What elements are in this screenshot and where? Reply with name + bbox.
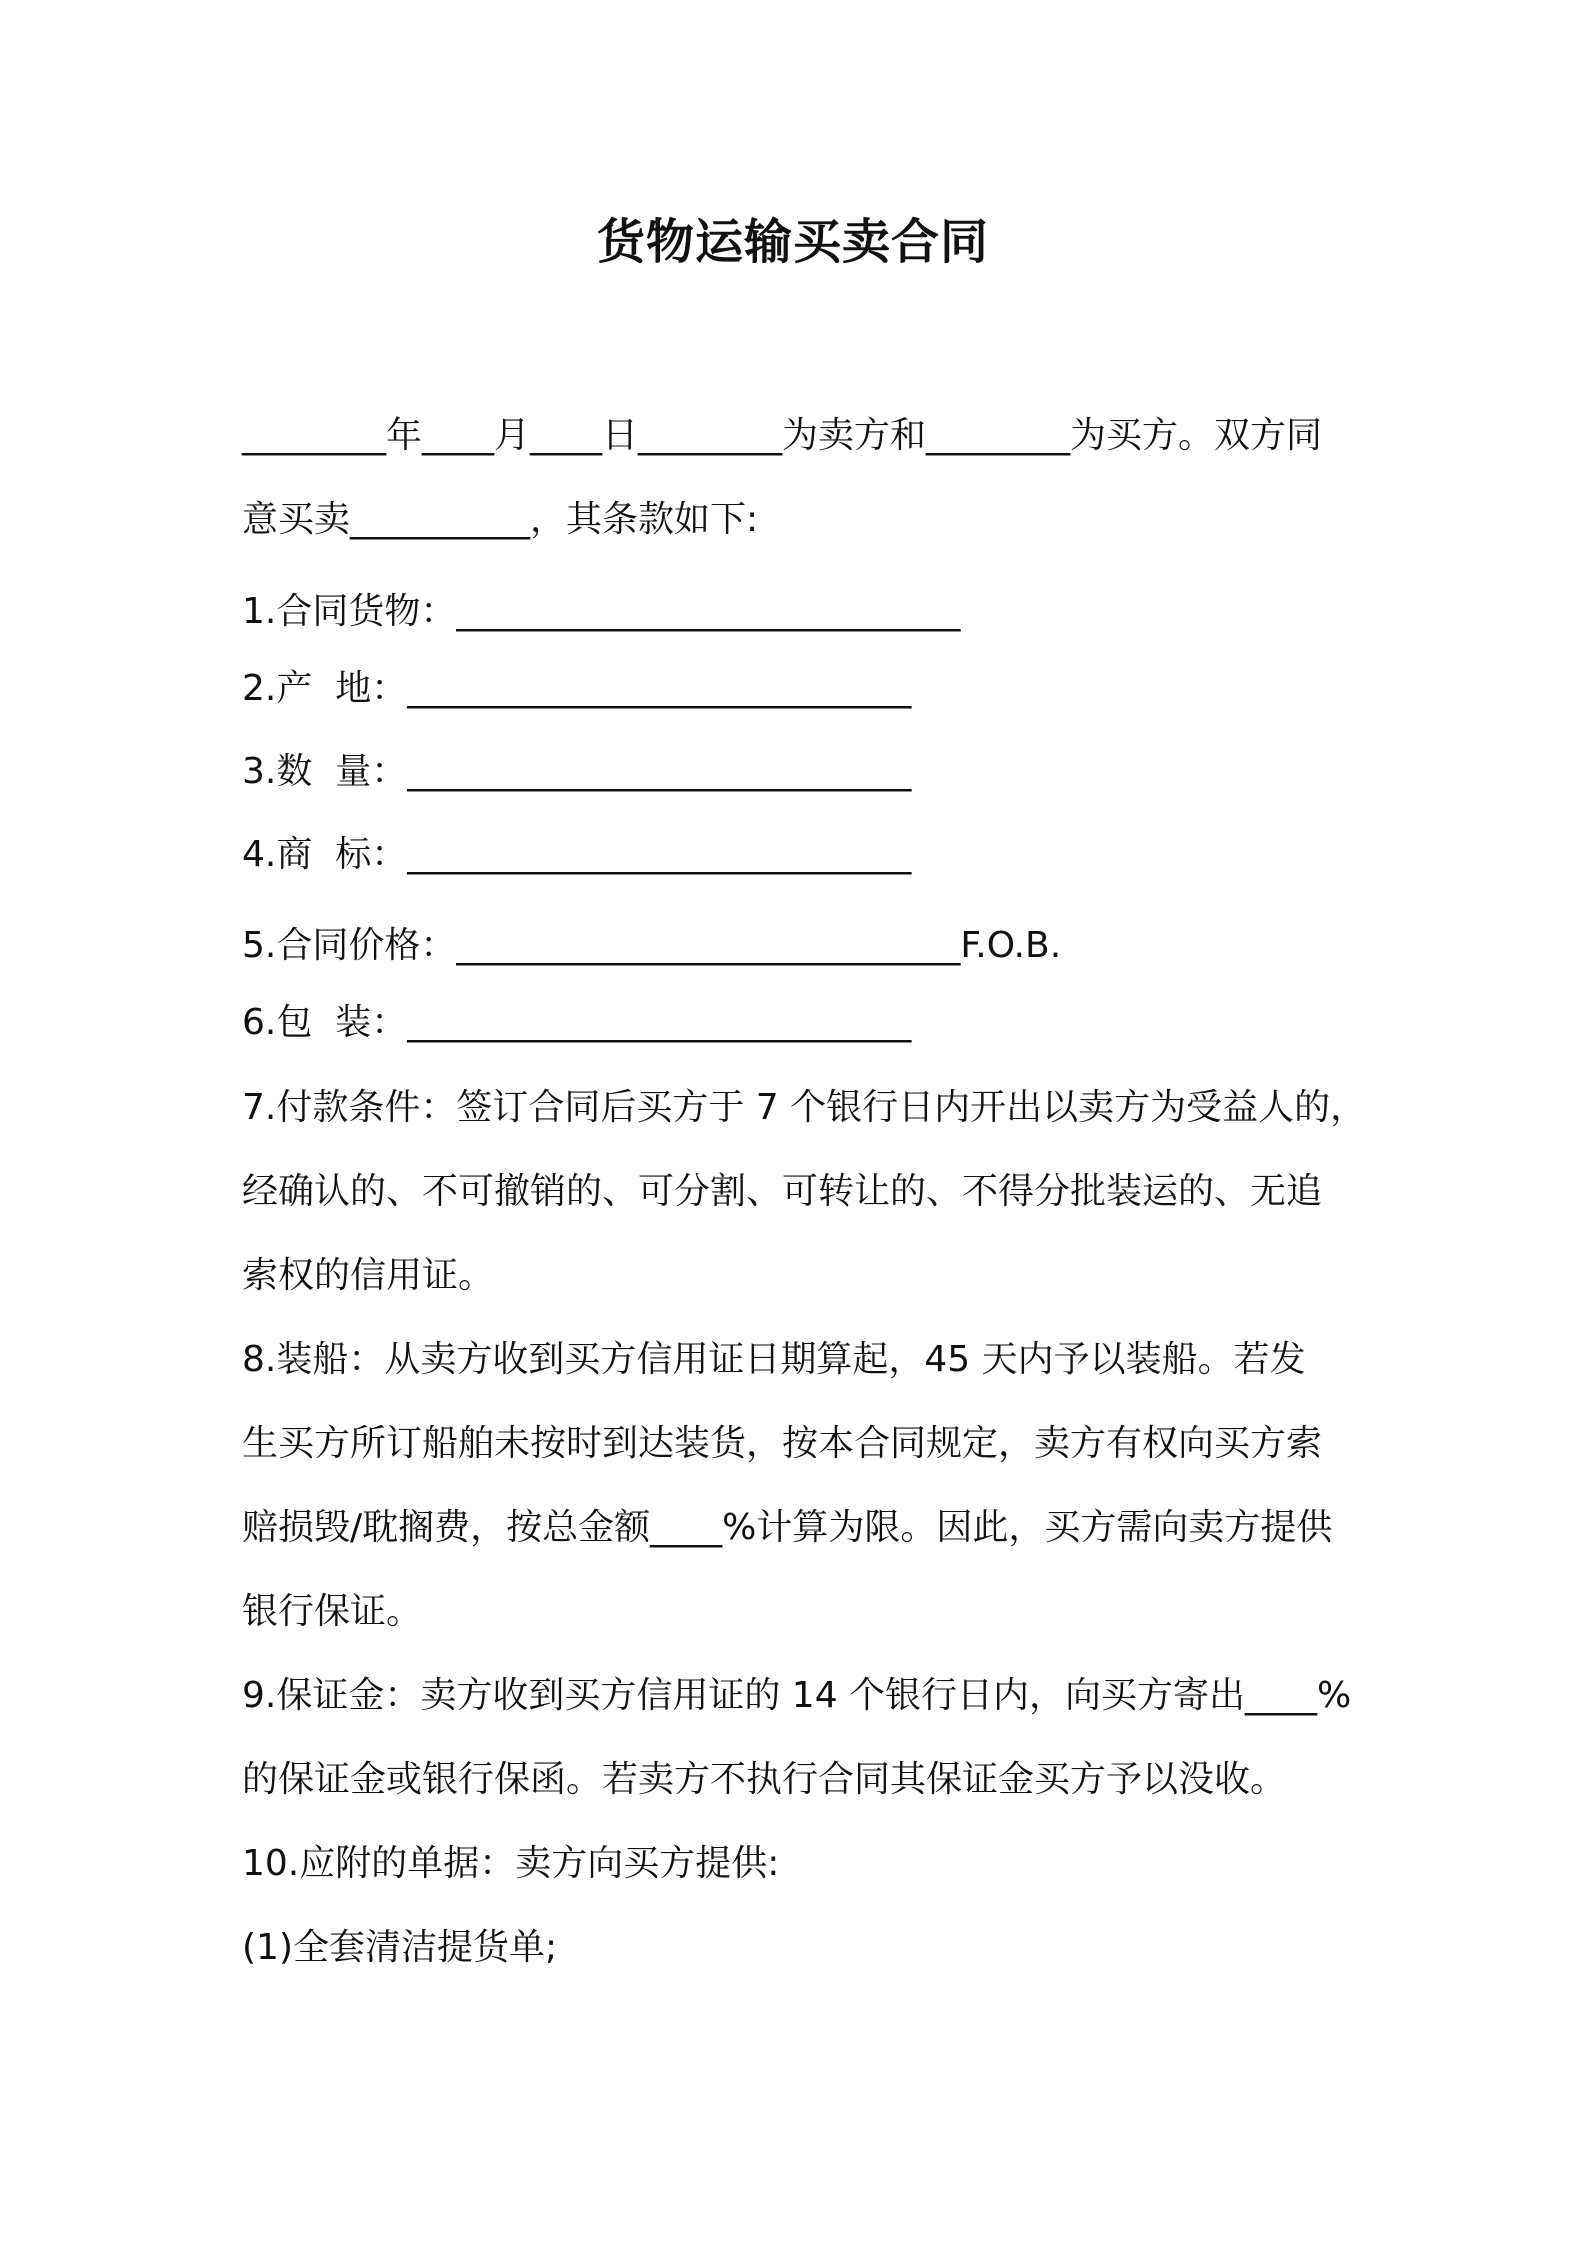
clause-6-packing: 6.包 装：____________________________	[242, 1002, 912, 1043]
clause-9-deposit-line-1: 9.保证金：卖方收到买方信用证的 14 个银行日内，向买方寄出____%	[242, 1675, 1352, 1716]
clause-9-deposit-line-2: 的保证金或银行保函。若卖方不执行合同其保证金买方予以没收。	[242, 1759, 1287, 1800]
clause-7-payment-line-3: 索权的信用证。	[242, 1255, 495, 1296]
clause-2-origin: 2.产 地：____________________________	[242, 668, 912, 709]
clause-7-payment-line-2: 经确认的、不可撤销的、可分割、可转让的、不得分批装运的、无追	[242, 1171, 1323, 1212]
clause-10-item-1: (1)全套清洁提货单;	[242, 1927, 558, 1968]
clause-7-payment-line-1: 7.付款条件：签订合同后买方于 7 个银行日内开出以卖方为受益人的，	[242, 1087, 1367, 1128]
clause-5-price: 5.合同价格：____________________________F.O.B.	[242, 925, 1062, 966]
clause-4-trademark: 4.商 标：____________________________	[242, 834, 912, 875]
clause-8-shipment-line-2: 生买方所订船舶未按时到达装货，按本合同规定，卖方有权向买方索	[242, 1423, 1323, 1464]
intro-line-1: ________年____月____日________为卖方和________为买方。双方同	[242, 415, 1323, 456]
clause-8-shipment-line-4: 银行保证。	[242, 1591, 423, 1632]
clause-3-quantity: 3.数 量：____________________________	[242, 751, 912, 792]
clause-10-documents: 10.应附的单据：卖方向买方提供:	[242, 1843, 780, 1884]
intro-line-2: 意买卖__________，其条款如下:	[242, 499, 759, 540]
clause-8-shipment-line-1: 8.装船：从卖方收到买方信用证日期算起，45 天内予以装船。若发	[242, 1339, 1306, 1380]
document-title: 货物运输买卖合同	[596, 214, 989, 270]
clause-1-goods: 1.合同货物：____________________________	[242, 591, 961, 632]
clause-8-shipment-line-3: 赔损毁/耽搁费，按总金额____%计算为限。因此，买方需向卖方提供	[242, 1507, 1333, 1548]
